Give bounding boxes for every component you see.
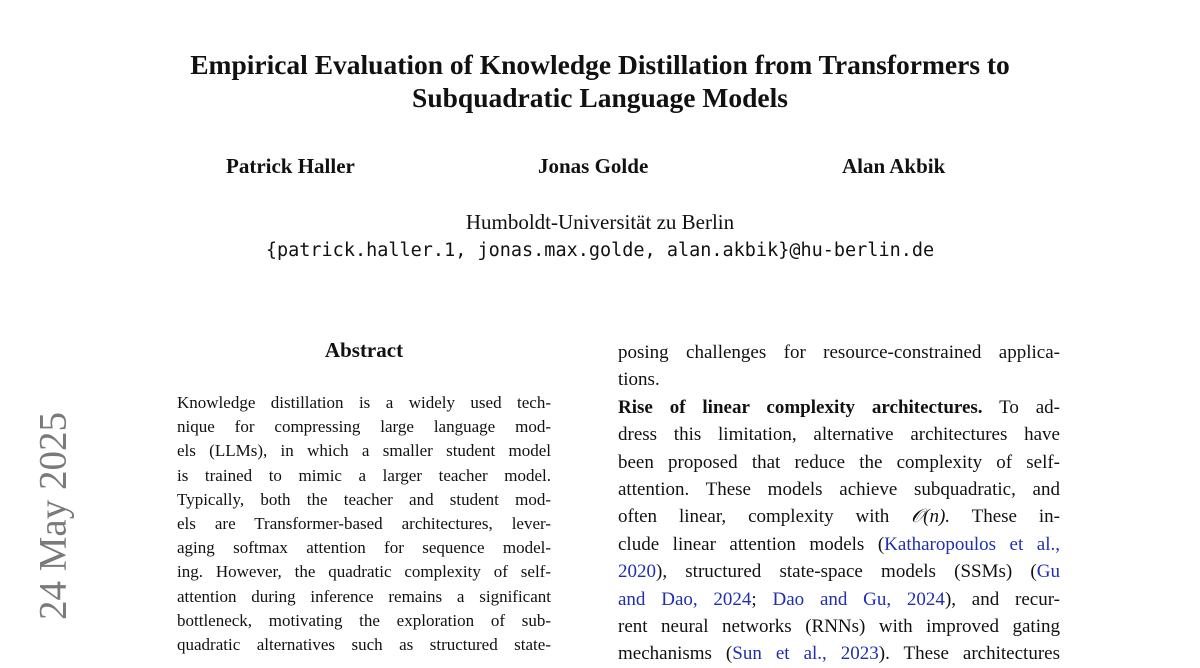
abstract-line: nique for compressing large language mod-: [177, 417, 551, 437]
body-text: These in-: [950, 506, 1060, 528]
citation-link[interactable]: Sun et al., 2023: [732, 643, 879, 665]
citation-link[interactable]: 2020: [618, 561, 656, 583]
title-line-1: Empirical Evaluation of Knowledge Distillation from Transformers to: [190, 49, 1010, 80]
body-line: [618, 394, 1060, 421]
body-line: [618, 640, 1060, 667]
citation-link[interactable]: Katharopoulos et al.,: [884, 533, 1060, 555]
abstract-line: aging softmax attention for sequence model-: [177, 538, 551, 558]
abstract-heading: Abstract: [324, 338, 404, 362]
body-line: [618, 503, 1060, 530]
body-text: To ad-: [982, 396, 1060, 418]
body-text: ), and recur-: [944, 588, 1060, 610]
author-name: Alan Akbik: [842, 154, 946, 178]
body-text: ), structured state-space models (SSMs) (: [656, 561, 1037, 583]
arxiv-date-text: 24 May 2025: [31, 412, 75, 620]
abstract-line: is trained to mimic a larger teacher model.: [177, 465, 551, 485]
body-line: been proposed that reduce the complexity of self-: [618, 451, 1060, 473]
paper-title: [150, 48, 1050, 114]
body-text-column: [618, 339, 1060, 668]
abstract-line: Knowledge distillation is a widely used tech-: [177, 393, 551, 412]
abstract-line: attention during inference remains a significant: [177, 586, 551, 606]
author-emails: {patrick.haller.1, jonas.max.golde, alan.akbik}@hu-berlin.de: [265, 240, 935, 261]
body-line: rent neural networks (RNNs) with improved gating: [618, 616, 1060, 638]
author-name: Jonas Golde: [538, 154, 649, 178]
abstract-line: quadratic alternatives such as structured state-: [177, 635, 551, 655]
abstract-line: bottleneck, motivating the exploration of sub-: [177, 610, 551, 630]
body-line: posing challenges for resource-constrained applica-: [618, 342, 1060, 363]
abstract-body: [177, 391, 551, 657]
body-text: ;: [751, 588, 773, 610]
body-line: attention. These models achieve subquadratic, and: [618, 479, 1060, 501]
body-text: clude linear attention models (: [618, 533, 885, 555]
body-line: dress this limitation, alternative architectures have: [618, 424, 1060, 446]
complexity-math: 𝒪(n).: [911, 506, 951, 528]
citation-link[interactable]: and Dao, 2024: [618, 588, 752, 610]
arxiv-date-stamp: [28, 410, 78, 622]
body-line: [618, 531, 1060, 558]
body-line: tions.: [618, 369, 660, 391]
body-text: ). These architectures: [878, 643, 1060, 665]
body-text: mechanisms (: [618, 643, 733, 665]
section-run-in-heading: Rise of linear complexity architectures.: [618, 396, 983, 418]
body-line: [618, 558, 1060, 585]
author-name: Patrick Haller: [226, 154, 355, 178]
body-line: [618, 586, 1060, 613]
abstract-line: els (LLMs), in which a smaller student model: [177, 441, 551, 461]
title-line-2: Subquadratic Language Models: [412, 82, 788, 113]
abstract-line: els are Transformer-based architectures, lever-: [177, 514, 551, 534]
affiliation: Humboldt-Universität zu Berlin: [465, 210, 735, 234]
abstract-line: Typically, both the teacher and student mod-: [177, 489, 551, 509]
abstract-line: ing. However, the quadratic complexity of self-: [177, 562, 551, 582]
citation-link[interactable]: Gu: [1036, 561, 1060, 583]
body-text: often linear, complexity with: [618, 506, 912, 528]
citation-link[interactable]: Dao and Gu, 2024: [772, 588, 945, 610]
